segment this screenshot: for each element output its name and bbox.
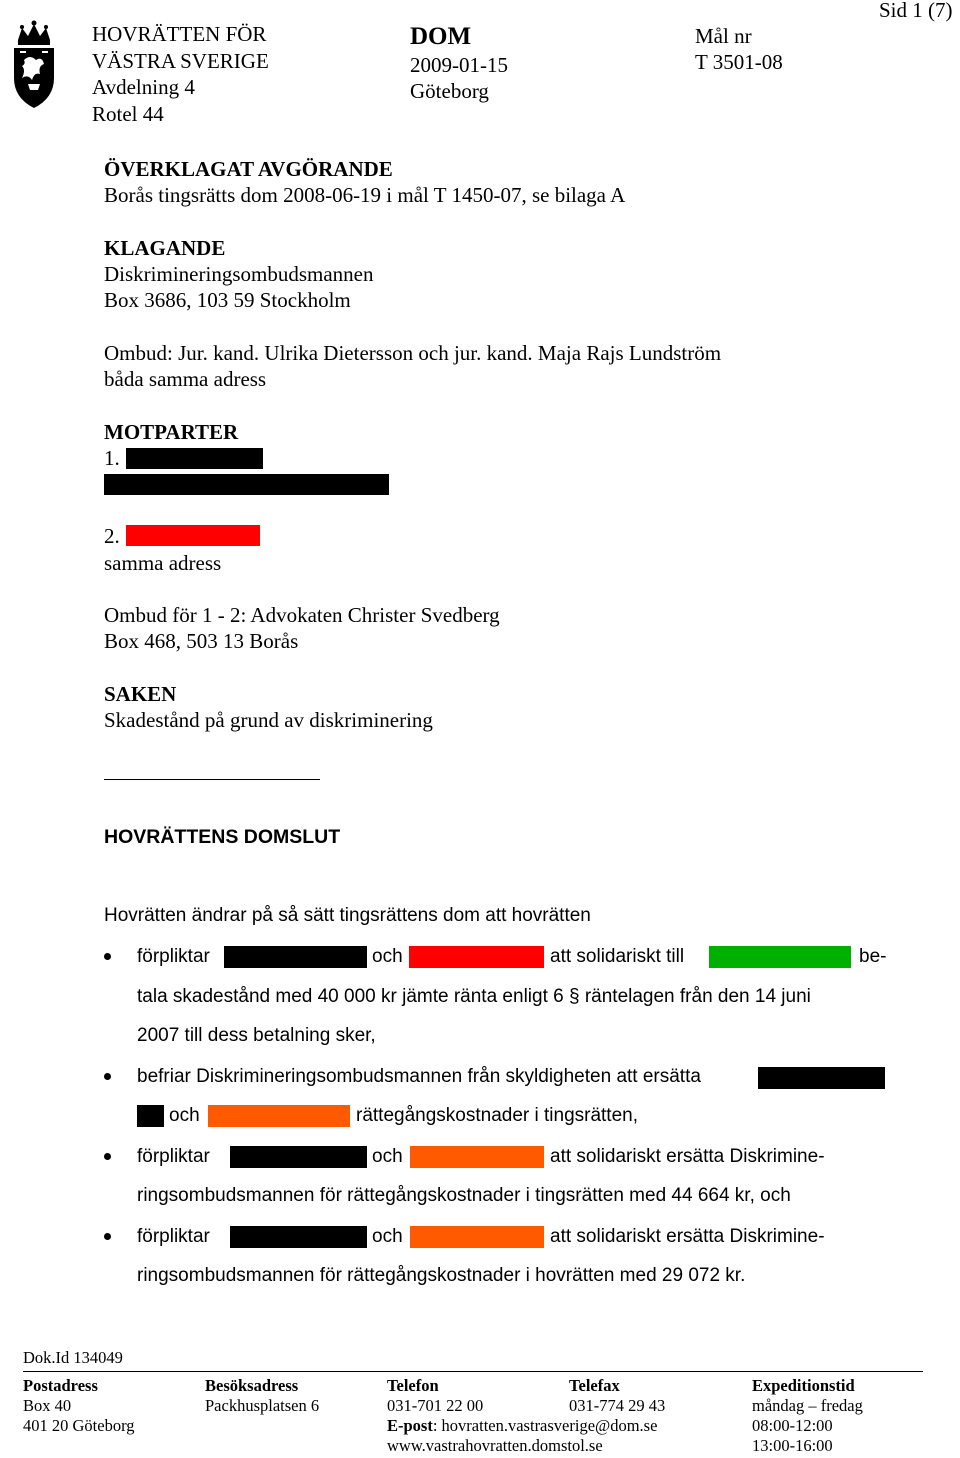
doc-id: Dok.Id 134049 (23, 1348, 123, 1367)
appellant-counsel-block (104, 340, 721, 392)
ruling-b1-end: be- (859, 946, 887, 967)
division: Avdelning 4 (92, 75, 195, 99)
footer-email (387, 1416, 657, 1436)
footer-fax-line1: 031-774 29 43 (569, 1396, 666, 1415)
ruling-b1-and: och (372, 946, 403, 967)
footer-hours (752, 1376, 863, 1456)
appellant-counsel-address: båda samma adress (104, 367, 267, 391)
redaction-b1-recipient (709, 946, 851, 968)
footer-phone-heading: Telefon (387, 1376, 439, 1395)
matter-text: Skadestånd på grund av diskriminering (104, 708, 433, 732)
respondent-2-address: samma adress (104, 551, 222, 575)
bullet-1-marker (104, 953, 111, 960)
footer-postal-line1: Box 40 (23, 1396, 72, 1415)
footer-hours-morning: 08:00-12:00 (752, 1416, 833, 1435)
footer-hours-heading: Expeditionstid (752, 1376, 855, 1395)
ruling-intro: Hovrätten ändrar på så sätt tingsrättens dom att hovrätten (104, 905, 591, 926)
appellant-section (104, 235, 373, 313)
footer-postal-heading: Postadress (23, 1376, 98, 1395)
respondent-1-number: 1. (104, 446, 120, 470)
footer-postal (23, 1376, 135, 1436)
bullet-3-marker (104, 1153, 111, 1160)
redaction-respondent-1-address (104, 474, 389, 495)
bullet-4-marker (104, 1233, 111, 1240)
ruling-b4-after: att solidariskt ersätta Diskrimine- (550, 1226, 825, 1247)
appealed-heading: ÖVERKLAGAT AVGÖRANDE (104, 157, 393, 181)
appellant-counsel: Ombud: Jur. kand. Ulrika Dietersson och jur. kand. Maja Rajs Lundström (104, 341, 722, 365)
footer-hours-days: måndag – fredag (752, 1396, 863, 1415)
ruling-b1-line2: tala skadestånd med 40 000 kr jämte ränta enligt 6 § räntelagen från den 14 juni (137, 986, 811, 1007)
case-label: Mål nr (695, 24, 752, 48)
ruling-b2-after: rättegångskostnader i tingsrätten, (356, 1105, 639, 1126)
appellant-heading: KLAGANDE (104, 236, 226, 260)
respondents-counsel-block (104, 602, 500, 654)
ruling-b3-after: att solidariskt ersätta Diskrimine- (550, 1146, 825, 1167)
doc-city: Göteborg (410, 79, 489, 103)
doc-info (410, 22, 508, 104)
court-name-line2: VÄSTRA SVERIGE (92, 48, 269, 73)
ruling-b4-word1: förpliktar (137, 1226, 210, 1247)
ruling-b1-after: att solidariskt till (550, 946, 685, 967)
ruling-b3-and: och (372, 1146, 403, 1167)
appealed-text: Borås tingsrätts dom 2008-06-19 i mål T 1450-07, se bilaga A (104, 183, 626, 207)
bullet-2-marker (104, 1073, 111, 1080)
redaction-b1-party2 (409, 946, 544, 968)
footer-phone-line1: 031-701 22 00 (387, 1396, 484, 1415)
redaction-b2-party2 (208, 1105, 350, 1127)
footer-email-label: E-post (387, 1416, 433, 1435)
ruling-b3-word1: förpliktar (137, 1146, 210, 1167)
ruling-b3-line2: ringsombudsmannen för rättegångskostnader i tingsrätten med 44 664 kr, och (137, 1185, 791, 1206)
ruling-b1-word1: förpliktar (137, 946, 210, 967)
footer-hours-afternoon: 13:00-16:00 (752, 1436, 833, 1455)
footer-website[interactable]: www.vastrahovratten.domstol.se (387, 1436, 603, 1455)
redaction-b4-party1 (230, 1226, 367, 1248)
section-divider (104, 779, 320, 780)
redaction-b4-party2 (410, 1226, 544, 1248)
ruling-b4-and: och (372, 1226, 403, 1247)
doc-date: 2009-01-15 (410, 53, 508, 77)
redaction-b2-party1a (758, 1067, 885, 1089)
page-number: Sid 1 (7) (879, 0, 953, 22)
ruling-b1-line3: 2007 till dess betalning sker, (137, 1025, 376, 1046)
respondent-2-number: 2. (104, 524, 120, 548)
redaction-b3-party1 (230, 1146, 367, 1168)
appealed-section (104, 156, 625, 208)
respondents-counsel: Ombud för 1 - 2: Advokaten Christer Svedberg (104, 603, 500, 627)
case-info (695, 23, 783, 75)
footer-visit (205, 1376, 319, 1416)
ruling-b2-and: och (169, 1105, 200, 1126)
footer-postal-line2: 401 20 Göteborg (23, 1416, 135, 1435)
matter-heading: SAKEN (104, 682, 177, 706)
court-name-line1: HOVRÄTTEN FÖR (92, 22, 267, 46)
court-header (92, 21, 269, 127)
footer-fax-heading: Telefax (569, 1376, 620, 1395)
coat-of-arms-logo (8, 20, 60, 110)
appellant-address: Box 3686, 103 59 Stockholm (104, 288, 351, 312)
respondents-heading: MOTPARTER (104, 420, 239, 444)
redaction-b1-party1 (224, 946, 367, 968)
redaction-respondent-1-name (126, 448, 263, 469)
rotel: Rotel 44 (92, 101, 164, 126)
case-number: T 3501-08 (695, 50, 783, 74)
redaction-respondent-2-name (126, 525, 260, 546)
respondents-counsel-address: Box 468, 503 13 Borås (104, 629, 299, 653)
footer-visit-line1: Packhusplatsen 6 (205, 1396, 320, 1415)
footer-email-address[interactable]: : hovratten.vastrasverige@dom.se (432, 1416, 658, 1435)
redaction-b3-party2 (410, 1146, 544, 1168)
ruling-b2-line1: befriar Diskrimineringsombudsmannen från skyldigheten att ersätta (137, 1066, 701, 1087)
doc-type: DOM (410, 23, 472, 50)
footer-rule (23, 1371, 923, 1372)
matter-section (104, 681, 433, 733)
ruling-heading: HOVRÄTTENS DOMSLUT (104, 826, 341, 848)
footer-visit-heading: Besöksadress (205, 1376, 299, 1395)
appellant-name: Diskrimineringsombudsmannen (104, 262, 374, 286)
ruling-b4-line2: ringsombudsmannen för rättegångskostnader i hovrätten med 29 072 kr. (137, 1265, 746, 1286)
redaction-b2-party1b (137, 1105, 164, 1127)
footer-fax (569, 1376, 665, 1416)
